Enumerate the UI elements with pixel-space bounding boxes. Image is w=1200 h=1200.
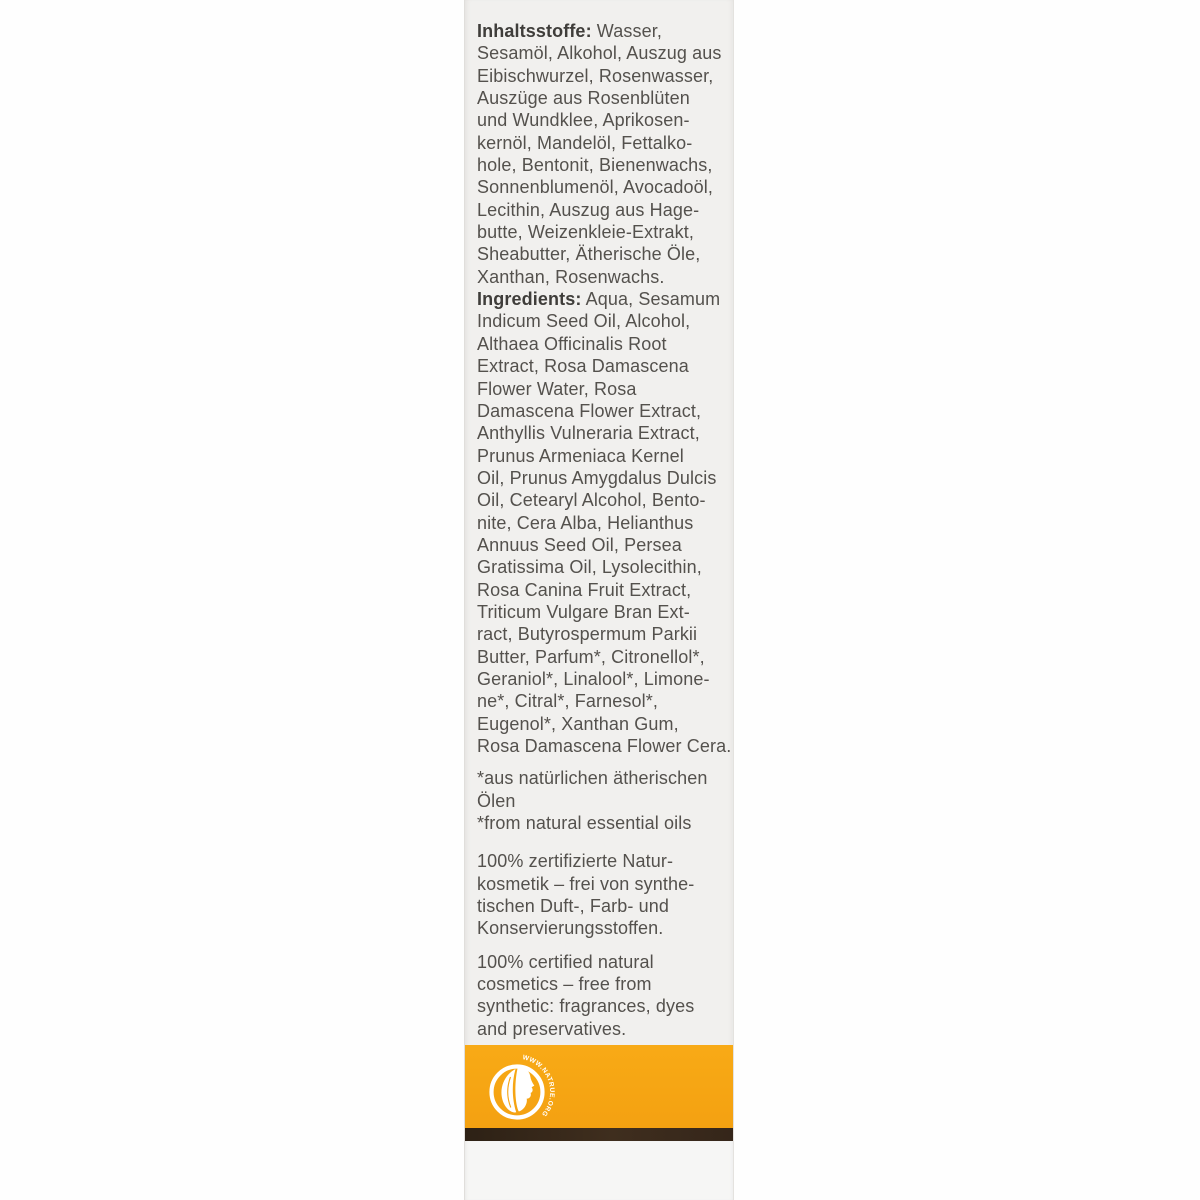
box-bottom-flap bbox=[465, 1141, 733, 1200]
label-line: und Wundklee, Aprikosen- bbox=[477, 110, 690, 131]
face-profile-shape bbox=[515, 1068, 534, 1111]
label-line: Triticum Vulgare Bran Ext- bbox=[477, 601, 690, 622]
label-line: Auszüge aus Rosenblüten bbox=[477, 88, 690, 109]
label-line: tischen Duft-, Farb- und bbox=[477, 896, 669, 917]
natrue-logo-icon bbox=[479, 1054, 555, 1130]
label-line: kosmetik – frei von synthe- bbox=[477, 873, 695, 894]
label-line: Geraniol*, Linalool*, Limone- bbox=[477, 668, 710, 689]
label-line: Inhaltsstoffe: Wasser, bbox=[477, 21, 662, 41]
label-line: nite, Cera Alba, Helianthus bbox=[477, 512, 694, 533]
label-line: Eugenol*, Xanthan Gum, bbox=[477, 713, 679, 734]
label-line: kernöl, Mandelöl, Fettalko- bbox=[477, 132, 693, 153]
label-line: Lecithin, Auszug aus Hage- bbox=[477, 199, 700, 220]
label-line: Annuus Seed Oil, Persea bbox=[477, 534, 682, 555]
label-line: Rosa Damascena Flower Cera. bbox=[477, 736, 732, 756]
label-line: butte, Weizenkleie-Extrakt, bbox=[477, 222, 694, 243]
label-line: cosmetics – free from bbox=[477, 974, 652, 995]
leaf-shape bbox=[501, 1069, 516, 1112]
logo-curved-text: WWW.NATRUE.ORG bbox=[521, 1054, 555, 1118]
label-line: Ölen bbox=[477, 790, 516, 811]
packaging-back-panel bbox=[464, 0, 734, 1200]
divider-stripe bbox=[465, 1128, 733, 1141]
label-line: Oil, Prunus Amygdalus Dulcis bbox=[477, 467, 717, 488]
label-line: Flower Water, Rosa bbox=[477, 378, 637, 399]
label-line: Sheabutter, Ätherische Öle, bbox=[477, 244, 701, 265]
label-line: Xanthan, Rosenwachs. bbox=[477, 266, 665, 287]
label-line: ract, Butyrospermum Parkii bbox=[477, 624, 698, 645]
label-paragraph bbox=[477, 20, 732, 757]
label-line: Eibischwurzel, Rosenwasser, bbox=[477, 65, 714, 86]
label-line: 100% zertifizierte Natur- bbox=[477, 851, 674, 872]
label-line: Oil, Cetearyl Alcohol, Bento- bbox=[477, 490, 706, 511]
brand-color-band bbox=[465, 1045, 733, 1128]
label-line: and preservatives. bbox=[477, 1018, 627, 1039]
label-line: Gratissima Oil, Lysolecithin, bbox=[477, 557, 702, 578]
label-line: Rosa Canina Fruit Extract, bbox=[477, 579, 692, 600]
label-paragraph bbox=[477, 951, 725, 1040]
label-line: Damascena Flower Extract, bbox=[477, 400, 702, 421]
label-line: Ingredients: Aqua, Sesamum bbox=[477, 289, 721, 310]
label-line: Konservierungsstoffen. bbox=[477, 918, 664, 939]
label-line: Anthyllis Vulneraria Extract, bbox=[477, 423, 700, 444]
label-line: Prunus Armeniaca Kernel bbox=[477, 445, 684, 466]
label-line: Indicum Seed Oil, Alcohol, bbox=[477, 311, 691, 332]
label-line: Sonnenblumenöl, Avocadoöl, bbox=[477, 177, 713, 198]
label-line: *aus natürlichen ätherischen bbox=[477, 768, 708, 789]
label-paragraph bbox=[477, 850, 725, 939]
label-paragraph bbox=[477, 767, 725, 834]
label-line: ne*, Citral*, Farnesol*, bbox=[477, 691, 658, 712]
label-line: Extract, Rosa Damascena bbox=[477, 356, 689, 377]
ingredients-label bbox=[477, 20, 732, 1040]
label-line: synthetic: fragrances, dyes bbox=[477, 996, 695, 1017]
label-line: Butter, Parfum*, Citronellol*, bbox=[477, 646, 705, 667]
label-line: Althaea Officinalis Root bbox=[477, 333, 667, 354]
label-line: *from natural essential oils bbox=[477, 813, 692, 834]
label-line: Sesamöl, Alkohol, Auszug aus bbox=[477, 43, 722, 64]
label-line: hole, Bentonit, Bienenwachs, bbox=[477, 155, 713, 176]
label-line: 100% certified natural bbox=[477, 951, 654, 972]
